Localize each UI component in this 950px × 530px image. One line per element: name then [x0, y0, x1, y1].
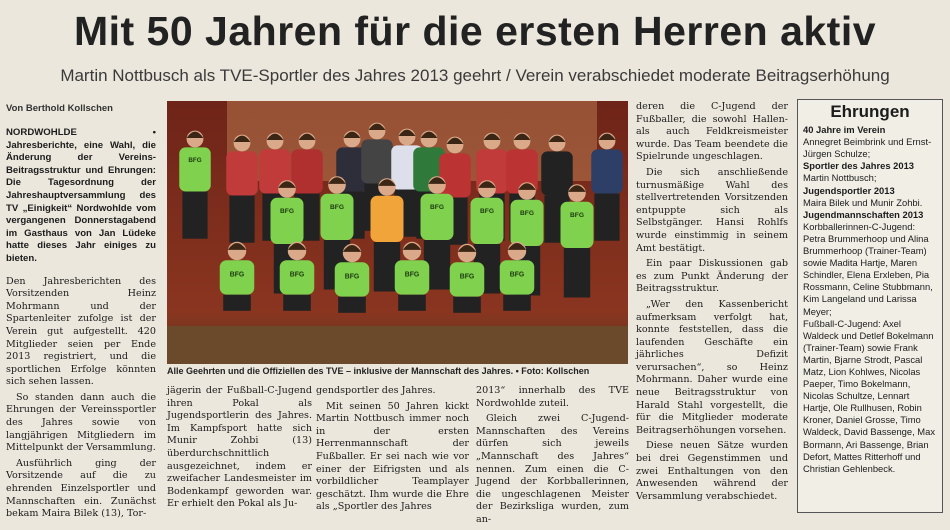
article-column-3: [316, 385, 469, 517]
svg-text:BFG: BFG: [480, 208, 494, 216]
svg-text:BFG: BFG: [289, 271, 305, 279]
paragraph: deren die C-Jugend der Fußballer, die sowohl Hallen- als auch Feldkreismeister wurde. Das Team beendete die Spielrunde ungeschlagen.: [636, 101, 788, 163]
sidebar-text: Annegret Beimbrink und Ernst-Jürgen Schulze;: [803, 136, 932, 160]
headline: Mit 50 Jahren für die ersten Herren aktiv: [73, 8, 877, 54]
sidebar-heading: 40 Jahre im Verein: [803, 124, 886, 136]
svg-text:BFG: BFG: [330, 204, 344, 212]
paragraph: Diese neuen Sätze wurden bei drei Gegenstimmen und zwei Enthaltungen von den Anwesenden während der Versammlung verabschiedet.: [636, 440, 788, 502]
svg-text:BFG: BFG: [229, 271, 245, 279]
sidebar-heading: Sportler des Jahres 2013: [803, 160, 914, 172]
paragraph: Ein paar Diskussionen gab es zum Punkt Änderung der Beitragsstruktur.: [636, 258, 788, 295]
paragraph: 2013“ innerhalb des TVE Nordwohlde zuteil.: [476, 385, 629, 409]
team-photo-illustration: [167, 101, 628, 364]
sidebar-text: Korbballerinnen-C-Jugend: Petra Brummerhoop und Alina Brummerhoop (Trainer-Team) sowie Madita Hartje, Maren Schindler, Elena Erxleben, Pia Rossmann, Celine Stubbmann, Kim Langeland und Larissa Meyer;: [803, 220, 933, 317]
article-column-1: [6, 127, 156, 524]
svg-text:BFG: BFG: [459, 273, 475, 281]
svg-text:BFG: BFG: [404, 271, 420, 279]
lead-paragraph: [6, 127, 156, 266]
article-column-4: [476, 385, 629, 530]
sidebar-title: Ehrungen: [830, 102, 910, 121]
article-column-5: [636, 101, 788, 506]
paragraph: Gleich zwei C-Jugend-Mannschaften des Vereins dürfen sich jeweils „Mannschaft des Jahres“ nennen. Zum einen die C-Jugend der Korbballerinnen, die ungeschlagenen Meister der Bezirksliga wurden, zum an-: [476, 413, 629, 525]
subheadline: Martin Nottbusch als TVE-Sportler des Jahres 2013 geehrt / Verein verabschiedet moderate Beitragserhöhung: [60, 66, 890, 85]
sidebar-heading: Jugendsportler 2013: [803, 184, 895, 196]
svg-text:BFG: BFG: [509, 271, 525, 279]
paragraph: Die sich anschließende turnusmäßige Wahl des stellvertretenden Vorsitzenden entpuppte sich als Selbstgänger. Hansi Rohlfs wurde einstimmig in seinem Amt bestätigt.: [636, 166, 788, 254]
svg-text:BFG: BFG: [188, 157, 202, 165]
sidebar-heading: Jugendmannschaften 2013: [803, 208, 924, 220]
honors-sidebar: [797, 99, 943, 513]
paragraph: Mit seinen 50 Jahren kickt Martin Nottbusch immer noch in der ersten Herrenmannschaft der Fußballer. Er sei nach wie vor einer der Eifrigsten und als vorbildlicher Teamplayer geschätzt. Ihm wurde die Ehre als „Sportler des Jahres: [316, 400, 469, 513]
paragraph: Den Jahresberichten des Vorsitzenden Heinz Mohrmann und der Spartenleiter zufolge ist der Verein gut aufgestellt. 420 Mitglieder seien per Ende 2013 registriert, und die sportlichen Erfolge könnten sich sehen lassen.: [6, 275, 156, 388]
sidebar-text: Martin Nottbusch;: [803, 172, 877, 184]
paragraph: So standen dann auch die Ehrungen der Vereinssportler des Jahres sowie von langjährigen Mitgliedern im Mittelpunkt der Versammlung.: [6, 391, 156, 454]
paragraph: gendsportler des Jahres.: [316, 385, 436, 396]
svg-text:BFG: BFG: [520, 210, 534, 218]
author-byline: Von Berthold Kollschen: [6, 103, 113, 114]
svg-text:BFG: BFG: [570, 212, 584, 220]
dateline: NORDWOHLDE: [6, 127, 77, 138]
paragraph: „Wer den Kassenbericht aufmerksam verfolgt hat, konnte feststellen, dass die laufenden Geschäfte ein jährliches Defizit verursachen“, so Heinz Mohrmann. Daher wurde eine neue Beitragsstruktur von Harald Stahl vorgestellt, die für die Mitglieder moderate Beitragserhöhungen vorsehen.: [636, 298, 788, 436]
svg-text:BFG: BFG: [280, 208, 294, 216]
photo-caption: Alle Geehrten und die Offiziellen des TVE – inklusive der Mannschaft des Jahres. • Foto: Kollschen: [167, 366, 590, 376]
paragraph: jägerin der Fußball-C-Jugend ihren Pokal als Jugendsportlerin des Jahres. Im Kampfsport hatte sich Munir Zohbi (13) überdurchschnittlich ausgezeichnet, indem er zweifacher Landesmeister im Bodenkampf geworden war. Er erhielt den Pokal als Ju-: [167, 385, 312, 510]
paragraph: Ausführlich ging der Vorsitzende auf die zu ehrenden Einzelsportler und Mannschaften ein. Zunächst bekam Maira Bilek (13), Tor-: [6, 457, 156, 520]
svg-text:BFG: BFG: [430, 204, 444, 212]
sidebar-text: Maira Bilek und Munir Zohbi.: [803, 196, 923, 208]
team-photo: [167, 101, 628, 364]
article-column-2: [167, 385, 312, 514]
lead-text: • Jahresberichte, eine Wahl, die Änderung der Vereins-Beitragsstruktur und Ehrungen: Die Tagesordnung der Jahreshauptversammlung des TV „Einigkeit“ Nordwohlde vom vergangenen Donnerstagabend im Gasthaus von Jan Lüdeke hatte dieses Jahr einiges zu bieten.: [6, 127, 156, 264]
svg-text:BFG: BFG: [344, 273, 360, 281]
sidebar-text: Fußball-C-Jugend: Axel Waldeck und Detlef Bokelmann (Trainer-Team) sowie Frank Martin, Bjarne Strodt, Pascal Matz, Lion Kohlwes, Nicolas Paeper, Timo Bokelmann, Nicolas Schultze, Lennart Hartje, Ole Rullhusen, Robin Kroner, Daniel Grosse, Timo Waldeck, David Bassenge, Max Bormann, Ari Bassenge, Brian Defort, Mattes Ritterhoff und Christian Gehlenbeck.: [803, 317, 936, 474]
